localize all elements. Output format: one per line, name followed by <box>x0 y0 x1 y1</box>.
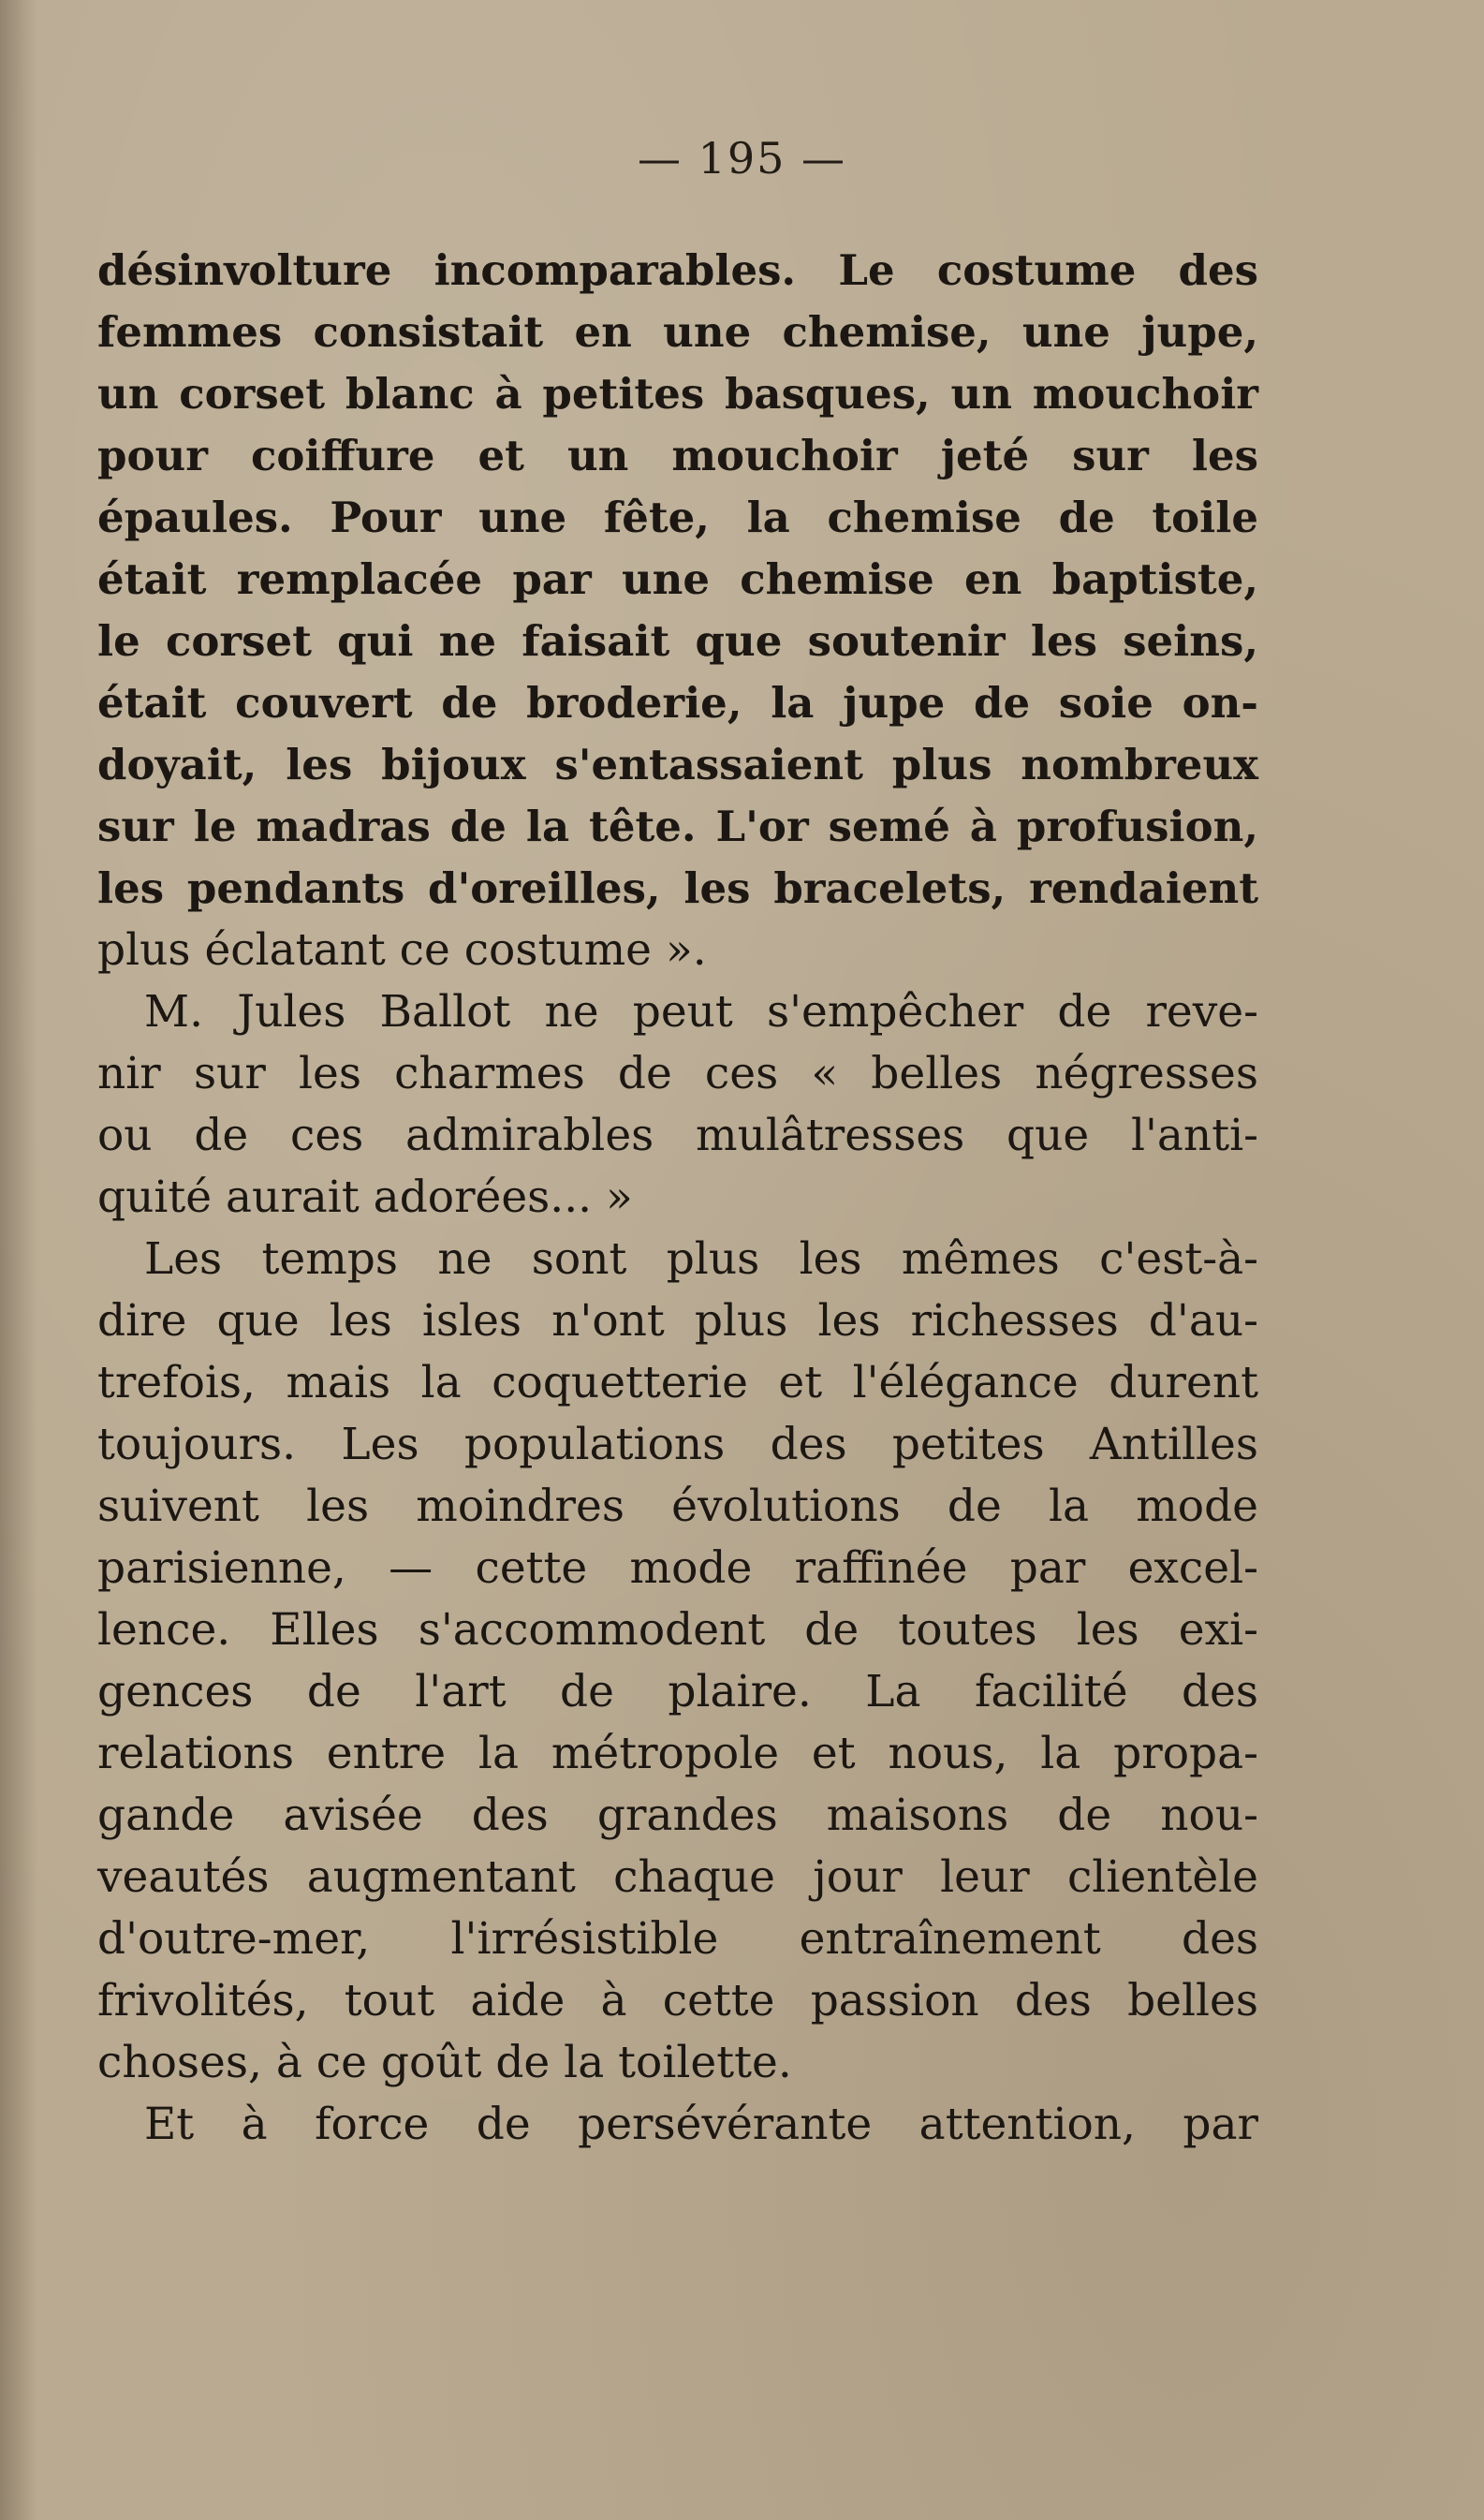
text-line: Et à force de persévérante attention, par <box>144 2099 1258 2150</box>
text-line: M. Jules Ballot ne peut s'empêcher de reve- <box>144 986 1258 1038</box>
text-line: relations entre la métropole et nous, la propa- <box>97 1728 1258 1779</box>
text-line: femmes consistait en une chemise, une jupe, <box>97 307 1258 357</box>
text-line: était remplacée par une chemise en baptiste, <box>97 554 1258 604</box>
text-line: quité aurait adorées... » <box>97 1172 633 1223</box>
text-line: trefois, mais la coquetterie et l'élégance durent <box>97 1357 1258 1408</box>
text-line: gande avisée des grandes maisons de nou- <box>97 1790 1258 1841</box>
text-line: d'outre-mer, l'irrésistible entraînement des <box>97 1913 1258 1965</box>
text-line: ou de ces admirables mulâtresses que l'anti- <box>97 1110 1258 1161</box>
text-line: Les temps ne sont plus les mêmes c'est-à- <box>144 1233 1258 1285</box>
body-text <box>97 240 1258 2156</box>
page-number: — 195 — <box>637 133 847 184</box>
text-line: épaules. Pour une fête, la chemise de toile <box>97 493 1258 542</box>
text-line: dire que les isles n'ont plus les richesses d'au- <box>97 1295 1258 1347</box>
text-line: nir sur les charmes de ces « belles négresses <box>97 1048 1258 1099</box>
text-line: lence. Elles s'accommodent de toutes les exi- <box>97 1604 1258 1656</box>
text-line: le corset qui ne faisait que soutenir les seins, <box>97 616 1258 666</box>
text-line: un corset blanc à petites basques, un mouchoir <box>97 369 1258 419</box>
text-line: veautés augmentant chaque jour leur clientèle <box>97 1851 1258 1903</box>
text-line: doyait, les bijoux s'entassaient plus nombreux <box>97 740 1258 789</box>
text-line: choses, à ce goût de la toilette. <box>97 2037 792 2088</box>
text-line: était couvert de broderie, la jupe de soie on- <box>97 678 1258 728</box>
text-line: désinvolture incomparables. Le costume des <box>97 245 1258 295</box>
text-line: gences de l'art de plaire. La facilité des <box>97 1666 1258 1717</box>
text-line: pour coiffure et un mouchoir jeté sur les <box>97 431 1258 480</box>
text-line: parisienne, — cette mode raffinée par excel- <box>97 1542 1258 1594</box>
text-line: toujours. Les populations des petites Antilles <box>97 1419 1258 1470</box>
text-line: plus éclatant ce costume ». <box>97 924 707 976</box>
text-line: frivolités, tout aide à cette passion des belles <box>97 1975 1258 2026</box>
text-line: les pendants d'oreilles, les bracelets, rendaient <box>97 863 1258 913</box>
page-gutter-shadow <box>0 0 37 2520</box>
text-line: sur le madras de la tête. L'or semé à profusion, <box>97 802 1258 851</box>
text-line: suivent les moindres évolutions de la mode <box>97 1481 1258 1532</box>
